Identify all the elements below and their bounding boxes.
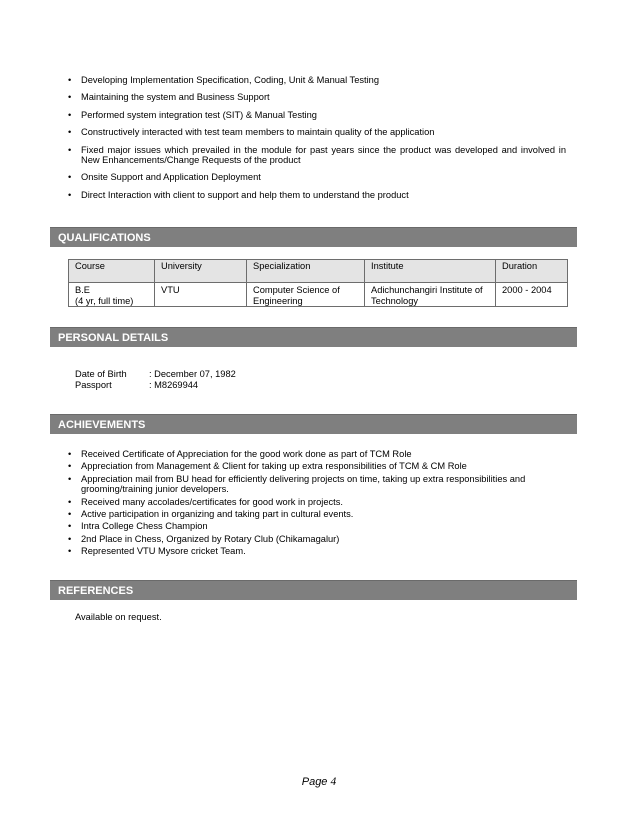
cell-specialization xyxy=(247,283,365,307)
list-item: • Intra College Chess Champion xyxy=(66,521,566,532)
dob-label: Date of Birth xyxy=(75,369,127,379)
passport-label: Passport xyxy=(75,380,112,390)
specialization-line: Computer Science of xyxy=(253,285,340,295)
list-item: • Appreciation mail from BU head for efficiently delivering projects on time, taking up extra responsibilities and grooming/training junior developers. xyxy=(66,474,566,495)
passport-value: : M8269944 xyxy=(149,380,199,390)
page-number: 4 xyxy=(330,776,337,788)
qualifications-table xyxy=(68,259,568,307)
column-header-duration: Duration xyxy=(496,260,568,283)
list-item: • 2nd Place in Chess, Organized by Rotary Club (Chikamagalur) xyxy=(66,534,566,545)
course-line: B.E xyxy=(75,285,90,295)
page-footer xyxy=(0,776,638,788)
references-heading: REFERENCES xyxy=(50,580,577,600)
list-item: • Maintaining the system and Business Support xyxy=(66,92,566,103)
list-item: • Fixed major issues which prevailed in the module for past years since the product was developed and involved in New Enhancements/Change Requests of the product xyxy=(66,145,566,166)
personal-details-heading: PERSONAL DETAILS xyxy=(50,327,577,347)
list-item: • Developing Implementation Specification, Coding, Unit & Manual Testing xyxy=(66,75,566,86)
achievements-list xyxy=(66,449,566,558)
cell-course xyxy=(69,283,155,307)
cell-institute xyxy=(365,283,496,307)
list-item: • Appreciation from Management & Client for taking up extra responsibilities of TCM & CM Role xyxy=(66,461,566,472)
course-line: (4 yr, full time) xyxy=(75,295,134,306)
passport-row xyxy=(75,380,236,391)
specialization-line: Engineering xyxy=(253,295,303,306)
achievements-heading: ACHIEVEMENTS xyxy=(50,414,577,434)
table-row xyxy=(69,283,568,307)
references-text: Available on request. xyxy=(75,612,162,622)
page-label: Page xyxy=(301,776,328,788)
table-header-row xyxy=(69,260,568,283)
column-header-course: Course xyxy=(69,260,155,283)
list-item: • Performed system integration test (SIT) & Manual Testing xyxy=(66,110,566,121)
list-item: • Constructively interacted with test team members to maintain quality of the application xyxy=(66,127,566,138)
cell-duration: 2000 - 2004 xyxy=(496,283,568,307)
qualifications-heading: QUALIFICATIONS xyxy=(50,227,577,247)
dob-row xyxy=(75,369,236,380)
list-item: • Received Certificate of Appreciation for the good work done as part of TCM Role xyxy=(66,449,566,460)
institute-line: Technology xyxy=(371,295,419,306)
list-item: • Received many accolades/certificates for good work in projects. xyxy=(66,497,566,508)
list-item: • Active participation in organizing and taking part in cultural events. xyxy=(66,509,566,520)
column-header-university: University xyxy=(155,260,247,283)
institute-line: Adichunchangiri Institute of xyxy=(371,285,483,295)
list-item: • Onsite Support and Application Deployment xyxy=(66,172,566,183)
cell-university: VTU xyxy=(155,283,247,307)
dob-value: : December 07, 1982 xyxy=(149,369,236,379)
responsibilities-list xyxy=(66,75,566,207)
column-header-institute: Institute xyxy=(365,260,496,283)
personal-details xyxy=(75,369,236,391)
list-item: • Represented VTU Mysore cricket Team. xyxy=(66,546,566,557)
column-header-specialization: Specialization xyxy=(247,260,365,283)
list-item: • Direct Interaction with client to support and help them to understand the product xyxy=(66,190,566,201)
